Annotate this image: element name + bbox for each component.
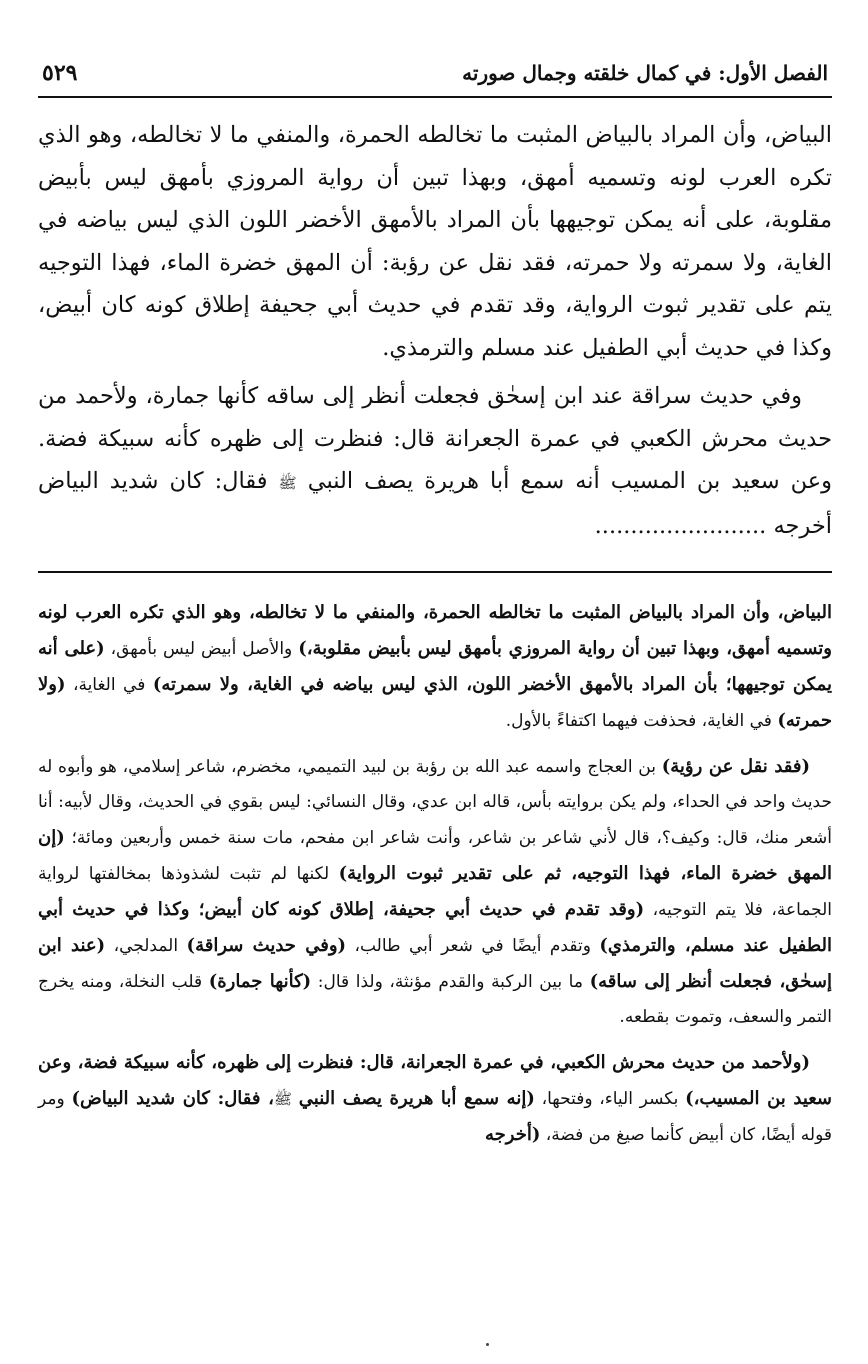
quote-bold: (ولأحمد من حديث محرش الكعبي، في عمرة الجعرانة، قال: فنظرت إلى ظهره، كأنه سبيكة فضة، وعن سعيد بن المسيب،) bbox=[38, 1052, 833, 1109]
commentary-plain: في الغاية، فحذفت فيهما اكتفاءً بالأول. bbox=[505, 711, 772, 731]
commentary-paragraph-1 bbox=[38, 595, 832, 739]
main-text-paragraph-1: البياض، وأن المراد بالبياض المثبت ما تخالطه الحمرة، والمنفي ما لا تخالطه، وهو الذي تكره العرب لونه وتسميه أمهق، وبهذا تبين أن رواية المروزي بأمهق ليس بأبيض مقلوبة، على أنه يمكن توجيهها بأن المراد بالأمهق الأخضر اللون الذي ليس بياضه في الغاية، ولا سمرته ولا حمرته، فقد نقل عن رؤبة: أن المهق خضرة الماء، فهذا التوجيه يتم على تقدير ثبوت الرواية، وقد تقدم في حديث أبي جحيفة إطلاق كونه كان أبيض، وكذا في حديث أبي الطفيل عند مسلم والترمذي. bbox=[38, 122, 832, 361]
commentary-plain: والأصل أبيض ليس بأمهق، bbox=[110, 639, 293, 659]
commentary-plain: لكنها لم تثبت لشذوذها بمخالفتها لرواية الجماعة، فلا يتم التوجيه، bbox=[38, 864, 832, 920]
pbuh-glyph-2: ﷺ bbox=[273, 1090, 293, 1108]
scan-speck bbox=[486, 1343, 489, 1346]
commentary-plain: بن العجاج واسمه عبد الله بن رؤبة بن لبيد التميمي، مخضرم، شاعر إسلامي، هو وأبوه له حديث واحد في الحداء، ولم يكن بروايته بأس، قاله ابن عدي، وقال النسائي: ليس بقوي في الحديث، وقال لأبيه: أنا أشعر منك، قال: وكيف؟، قال لأني شاعر بن شاعر، وأنت شاعر ابن مفحم، مات سنة خمس وأربعين ومائة؛ bbox=[38, 757, 832, 848]
quote-bold: (وفي حديث سراقة) bbox=[186, 935, 347, 956]
quote-bold: (فقد نقل عن رؤية) bbox=[661, 756, 810, 777]
commentary-text bbox=[38, 595, 832, 1153]
quote-bold: (عند ابن إسحٰق، فجعلت أنظر إلى ساقه) bbox=[38, 935, 832, 992]
commentary-plain: بكسر الياء، وفتحها، bbox=[541, 1089, 679, 1109]
commentary-plain: ومر قوله أيضًا، كان أبيض كأنما صيغ من فضة، bbox=[38, 1089, 832, 1145]
running-header bbox=[38, 58, 832, 98]
commentary-paragraph-2 bbox=[38, 749, 832, 1035]
commentary-plain: قلب النخلة، ومنه يخرج التمر والسعف، وتموت بقطعه. bbox=[38, 972, 832, 1027]
page-number: ٥٢٩ bbox=[42, 60, 78, 86]
quote-bold: (وقد تقدم في حديث أبي جحيفة، إطلاق كونه كان أبيض؛ وكذا في حديث أبي الطفيل عند مسلم، والترمذي) bbox=[38, 899, 833, 956]
separator-line bbox=[38, 571, 832, 573]
pbuh-glyph-1: ﷺ bbox=[278, 474, 297, 492]
commentary-plain: ما بين الركبة والقدم مؤنثة، ولذا قال: bbox=[317, 972, 583, 992]
quote-bold: (إن المهق خضرة الماء، فهذا التوجيه، ثم على تقدير ثبوت الرواية) bbox=[38, 827, 832, 884]
quote-bold: (كأنها جمارة) bbox=[208, 971, 312, 992]
quote-bold: ، فقال: كان شديد البياض) bbox=[71, 1088, 274, 1109]
quote-bold: (أخرجه bbox=[485, 1124, 541, 1145]
quote-bold: (ولا حمرته) bbox=[38, 674, 832, 731]
commentary-paragraph-3 bbox=[38, 1045, 832, 1153]
main-text bbox=[38, 114, 832, 547]
chapter-title: الفصل الأول: في كمال خلقته وجمال صورته bbox=[462, 61, 828, 85]
quote-bold: البياض، وأن المراد بالبياض المثبت ما تخالطه الحمرة، والمنفي ما لا تخالطه، وهو الذي تكره العرب لونه وتسميه أمهق، وبهذا تبين أن رواية المروزي بأمهق ليس بأبيض مقلوبة،) bbox=[38, 602, 832, 659]
commentary-plain: وتقدم أيضًا في شعر أبي طالب، bbox=[354, 936, 591, 956]
commentary-plain: في الغاية، bbox=[72, 675, 146, 695]
continuation-dots: ........................ bbox=[594, 512, 767, 539]
main-text-p2-end: فقال: كان شديد البياض أخرجه bbox=[38, 468, 832, 539]
main-text-paragraph-2 bbox=[38, 375, 832, 547]
commentary-plain: المدلجي، bbox=[113, 936, 179, 956]
quote-bold: (على أنه يمكن توجيهها؛ بأن المراد بالأمهق الأخضر اللون، الذي ليس بياضه في الغاية، ولا سمرته) bbox=[38, 638, 832, 695]
main-text-p2-body: وفي حديث سراقة عند ابن إسحٰق فجعلت أنظر إلى ساقه كأنها جمارة، ولأحمد من حديث محرش الكعبي في عمرة الجعرانة قال: فنظرت إلى ظهره كأنه سبيكة فضة. وعن سعيد بن المسيب أنه سمع أبا هريرة يصف النبي bbox=[38, 383, 832, 494]
quote-bold: (إنه سمع أبا هريرة يصف النبي bbox=[298, 1088, 535, 1109]
